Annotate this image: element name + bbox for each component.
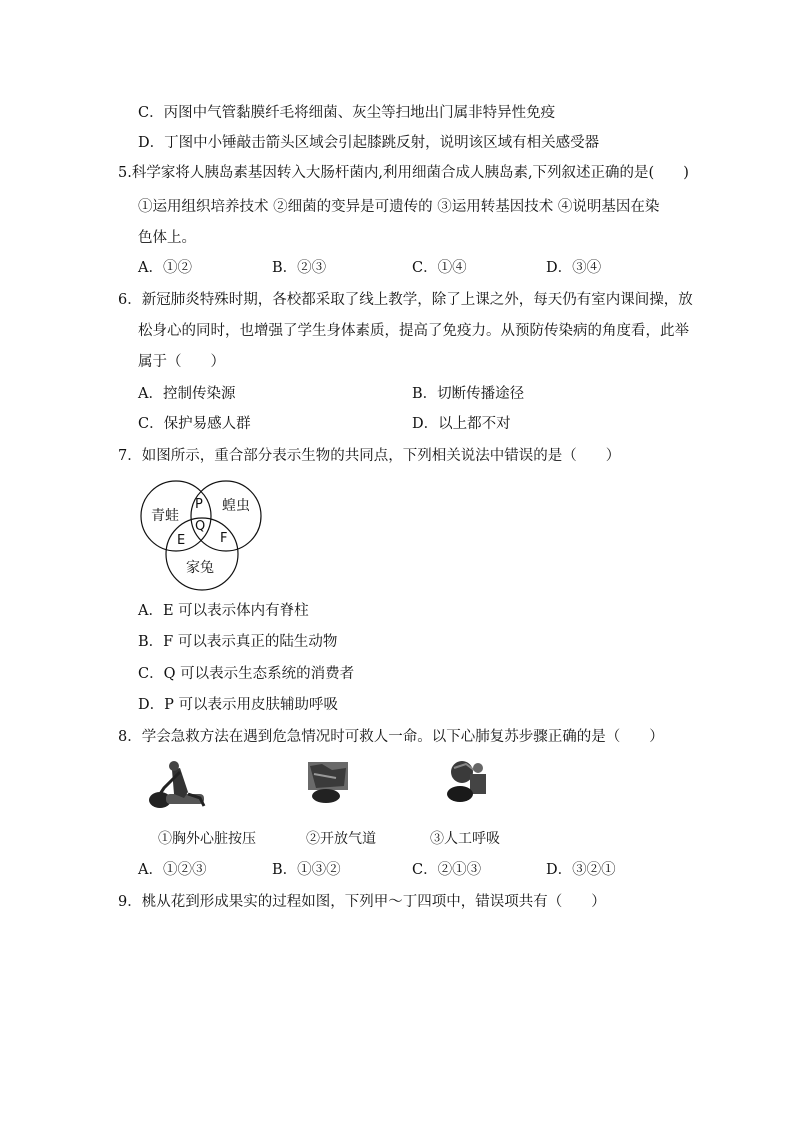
venn-label-e: E: [177, 533, 186, 548]
q6-option-b[interactable]: B．切断传播途径: [412, 386, 525, 402]
q8-option-a[interactable]: A．①②③: [138, 862, 207, 878]
cpr-caption-1: ①胸外心脏按压: [158, 831, 256, 847]
venn-label-frog: 青蛙: [151, 508, 179, 524]
q4-option-d: D．丁图中小锤敲击箭头区域会引起膝跳反射，说明该区域有相关感受器: [138, 135, 600, 151]
q4-option-c: C．丙图中气管黏膜纤毛将细菌、灰尘等扫地出门属非特异性免疫: [138, 105, 556, 121]
cpr-open-airway-illustration: [306, 760, 350, 804]
q8-option-c[interactable]: C．②①③: [412, 862, 482, 878]
q6-stem-line3: 属于（ ）: [138, 354, 225, 370]
venn-label-locust: 蝗虫: [222, 498, 250, 514]
q5-stem: 5.科学家将人胰岛素基因转入大肠杆菌内,利用细菌合成人胰岛素,下列叙述正确的是( ): [118, 165, 689, 181]
cpr-rescue-breathing-illustration: [444, 758, 488, 804]
q5-option-c[interactable]: C．①④: [412, 260, 467, 276]
q5-option-d[interactable]: D．③④: [546, 260, 602, 276]
q5-option-b[interactable]: B．②③: [272, 260, 327, 276]
q7-option-b[interactable]: B．F 可以表示真正的陆生动物: [138, 634, 338, 650]
q7-option-d[interactable]: D．P 可以表示用皮肤辅助呼吸: [138, 697, 338, 713]
q8-option-d[interactable]: D．③②①: [546, 862, 616, 878]
venn-diagram: [136, 474, 268, 594]
q6-stem-line1: 6．新冠肺炎特殊时期，各校都采取了线上教学，除了上课之外，每天仍有室内课间操，放: [118, 292, 693, 308]
q6-option-d[interactable]: D．以上都不对: [412, 416, 511, 432]
venn-label-p: P: [195, 497, 203, 512]
q6-option-c[interactable]: C．保护易感人群: [138, 416, 251, 432]
cpr-caption-3: ③人工呼吸: [430, 831, 500, 847]
q6-stem-line2: 松身心的同时，也增强了学生身体素质，提高了免疫力。从预防传染病的角度看，此举: [138, 323, 689, 339]
q5-statements-cont: 色体上。: [138, 230, 196, 246]
venn-label-rabbit: 家兔: [186, 560, 214, 576]
q8-option-b[interactable]: B．①③②: [272, 862, 341, 878]
q5-option-a[interactable]: A．①②: [138, 260, 192, 276]
cpr-chest-compression-illustration: [144, 758, 210, 810]
q7-stem: 7．如图所示，重合部分表示生物的共同点，下列相关说法中错误的是（ ）: [118, 448, 621, 464]
venn-label-f: F: [220, 531, 228, 546]
q6-option-a[interactable]: A．控制传染源: [138, 386, 236, 402]
q7-option-c[interactable]: C．Q 可以表示生态系统的消费者: [138, 666, 355, 682]
q9-stem: 9．桃从花到形成果实的过程如图，下列甲～丁四项中，错误项共有（ ）: [118, 894, 606, 910]
q5-statements: ①运用组织培养技术 ②细菌的变异是可遗传的 ③运用转基因技术 ④说明基因在染: [138, 199, 660, 215]
q8-stem: 8．学会急救方法在遇到危急情况时可救人一命。以下心肺复苏步骤正确的是（ ）: [118, 729, 664, 745]
q7-option-a[interactable]: A．E 可以表示体内有脊柱: [138, 603, 309, 619]
venn-label-q: Q: [195, 519, 206, 534]
cpr-caption-2: ②开放气道: [306, 831, 376, 847]
